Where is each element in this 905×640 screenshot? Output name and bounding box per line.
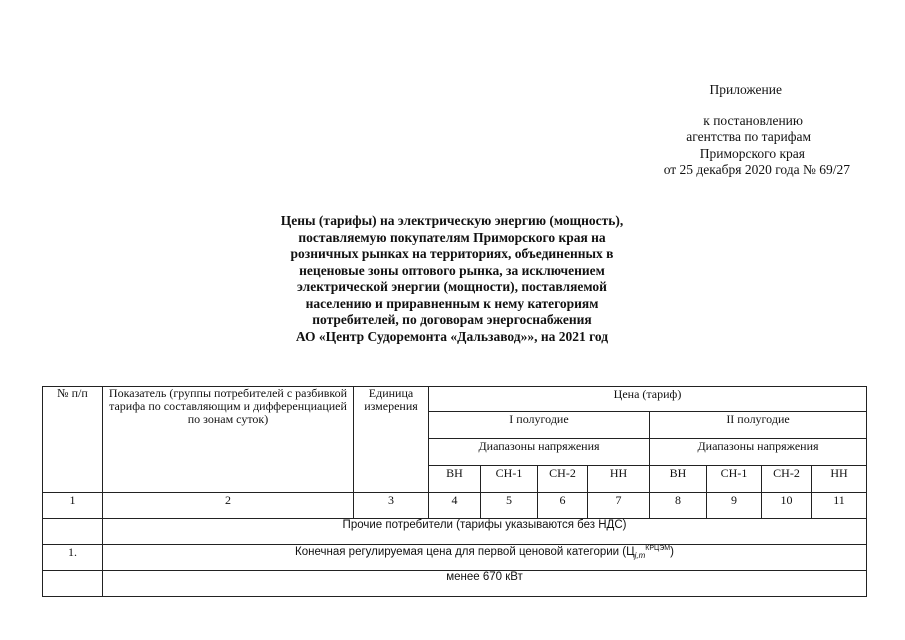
appendix-line: от 25 декабря 2020 года № 69/27 — [663, 162, 850, 177]
column-number: 5 — [481, 493, 538, 519]
column-number: 1 — [43, 493, 103, 519]
header-number: № п/п — [43, 387, 103, 493]
title-line: поставляемую покупателям Приморского края на — [298, 229, 606, 245]
voltage-header: СН-2 — [538, 466, 588, 493]
header-voltage-ranges-1: Диапазоны напряжения — [429, 439, 650, 466]
table-header-row — [43, 387, 867, 412]
column-number: 7 — [588, 493, 650, 519]
table-row — [43, 545, 867, 571]
row-final-price-text: Конечная регулируемая цена для первой ценовой категории (Ц — [295, 545, 635, 558]
header-half-2: II полугодие — [650, 412, 867, 439]
header-half-1: I полугодие — [429, 412, 650, 439]
row-number-empty — [43, 571, 103, 597]
row-number-empty — [43, 519, 103, 545]
voltage-header: НН — [812, 466, 867, 493]
appendix-block — [560, 82, 856, 179]
column-number: 4 — [429, 493, 481, 519]
voltage-header: НН — [588, 466, 650, 493]
tariff-table — [42, 386, 867, 597]
row-final-price-label — [103, 545, 867, 571]
voltage-header: СН-2 — [762, 466, 812, 493]
closing-paren: ) — [670, 545, 674, 558]
row-other-consumers: Прочие потребители (тарифы указываются без НДС) — [103, 519, 867, 545]
voltage-header: СН-1 — [707, 466, 762, 493]
row-number: 1. — [43, 545, 103, 571]
column-number: 3 — [354, 493, 429, 519]
title-line: розничных рынках на территориях, объединенных в — [290, 246, 614, 261]
title-line: населению и приравненным к нему категориям — [305, 295, 599, 311]
price-superscript: КРЦЭМ — [645, 545, 671, 552]
column-number: 6 — [538, 493, 588, 519]
table-row — [43, 571, 867, 597]
header-unit: Единица измерения — [354, 387, 429, 493]
column-number: 9 — [707, 493, 762, 519]
title-line: Цены (тарифы) на электрическую энергию (мощность), — [280, 213, 624, 228]
header-price: Цена (тариф) — [429, 387, 867, 412]
price-subscript: j,m — [634, 551, 646, 561]
column-number: 11 — [812, 493, 867, 519]
voltage-header: ВН — [429, 466, 481, 493]
document-title — [236, 213, 668, 345]
title-line: потребителей, по договорам энергоснабжения — [312, 312, 592, 327]
table-row — [43, 519, 867, 545]
voltage-header: СН-1 — [481, 466, 538, 493]
header-indicator: Показатель (группы потребителей с разбивкой тарифа по составляющим и дифференциацией по зонам суток) — [103, 387, 354, 493]
appendix-line: к постановлению — [703, 112, 803, 128]
appendix-line: Приморского края — [699, 145, 805, 161]
appendix-title: Приложение — [709, 82, 782, 97]
appendix-line: агентства по тарифам — [686, 129, 811, 144]
column-number: 2 — [103, 493, 354, 519]
title-line: неценовые зоны оптового рынка, за исключением — [299, 262, 605, 278]
column-number-row — [43, 493, 867, 519]
row-less-670kw: менее 670 кВт — [103, 571, 867, 597]
column-number: 10 — [762, 493, 812, 519]
title-line: АО «Центр Судоремонта «Дальзавод»», на 2021 год — [295, 328, 609, 344]
title-line: электрической энергии (мощности), поставляемой — [297, 279, 607, 294]
column-number: 8 — [650, 493, 707, 519]
voltage-header: ВН — [650, 466, 707, 493]
header-voltage-ranges-2: Диапазоны напряжения — [650, 439, 867, 466]
